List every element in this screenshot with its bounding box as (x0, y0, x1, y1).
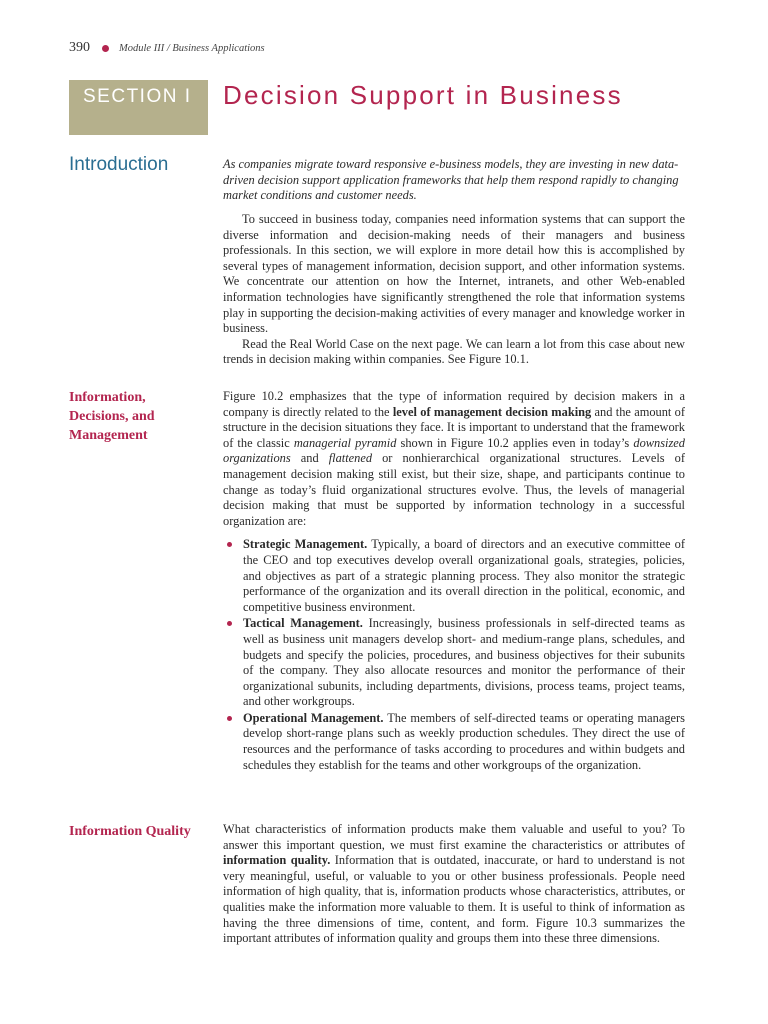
page-number: 390 (69, 40, 90, 55)
text-run: What characteristics of information products make them valuable and useful to you? To answer this important question, we must first examine the characteristics or attributes of (223, 822, 685, 852)
list-item-term: Tactical Management. (243, 616, 363, 631)
list-item (223, 616, 685, 710)
information-quality-paragraph (223, 822, 685, 947)
information-decisions-paragraph (223, 389, 685, 529)
information-quality-heading: Information Quality (69, 824, 191, 839)
section-label: SECTION I (83, 86, 192, 107)
section-box (69, 80, 208, 135)
key-term: information quality. (223, 853, 331, 868)
emphasis-term: flattened (328, 451, 373, 466)
list-item (223, 711, 685, 773)
management-levels-list (223, 537, 685, 773)
information-decisions-body (223, 389, 685, 774)
bullet-icon (227, 621, 232, 626)
heading-line: Decisions, and (69, 409, 155, 424)
section-title: Decision Support in Business (223, 80, 623, 110)
heading-line: Management (69, 428, 148, 443)
intro-lead-paragraph: As companies migrate toward responsive e-business models, they are investing in new data-driven decision support application frameworks that help them respond rapidly to changing market conditions and customer needs. (223, 157, 679, 203)
list-item-term: Strategic Management. (243, 537, 368, 552)
bullet-icon (227, 716, 232, 721)
text-run: shown in Figure 10.2 applies even in today’s (396, 435, 634, 450)
information-decisions-heading (69, 388, 209, 445)
introduction-heading: Introduction (69, 154, 169, 175)
module-label: Module III / Business Applications (119, 42, 265, 54)
list-item-text: The members of self-directed teams or operating managers develop short-range plans such as weekly production schedules. They direct the use of resources and the performance of tasks according to procedures and within budgets and schedules they establish for the teams and other workgroups of the organization. (243, 710, 686, 772)
key-term: level of management decision making (392, 404, 592, 419)
header-bullet-icon (102, 45, 109, 52)
intro-paragraph: To succeed in business today, companies need information systems that can support the diverse information and decision-making needs of their managers and business professionals. In this section, we will explore in more detail how this is accomplished by several types of management information, decision support, and other information systems. We concentrate our attention on how the Internet, intranets, and other Web-enabled information technologies have significantly strengthened the role that information systems play in supporting the decision-making activities of every manager and knowledge worker in business. (223, 212, 685, 336)
list-item-term: Operational Management. (243, 710, 384, 725)
emphasis-term: downsized organizations (223, 435, 686, 466)
list-item-text: Increasingly, business professionals in self-directed teams as well as business unit managers develop short- and medium-range plans, schedules, and budgets and specify the policies, procedures, and business objectives for their subunits of the company. They also allocate resources and monitor the performance of their organizational subunits, including departments, divisions, process teams, project teams, and other workgroups. (243, 616, 685, 709)
intro-body (223, 212, 685, 368)
emphasis-term: managerial pyramid (293, 435, 397, 450)
heading-line: Information, (69, 390, 146, 405)
text-run: and the amount of structure in the decision situations they face. It is important to understand that the framework of the classic (223, 404, 685, 450)
text-run: Figure 10.2 emphasizes that the type of information required by decision makers in a company is directly related to the (223, 389, 685, 419)
text-run: and (290, 451, 329, 466)
list-item (223, 537, 685, 615)
list-item-text: Typically, a board of directors and an executive committee of the CEO and top executives develop overall organizational goals, strategies, policies, and objectives as part of a strategic planning process. They also monitor the strategic performance of the organization and its overall direction in the political, economic, and competitive business environment. (243, 537, 685, 614)
text-run: Information that is outdated, inaccurate, or hard to understand is not very meaningful, useful, or valuable to you or other business professionals. People need information of high quality, that is, information products whose characteristics, attributes, or qualities make the information more valuable to them. It is useful to think of information as having the three dimensions of time, content, and form. Figure 10.3 summarizes the important attributes of information quality and groups them into these three dimensions. (223, 853, 685, 946)
intro-paragraph: Read the Real World Case on the next page. We can learn a lot from this case about new trends in decision making within companies. See Figure 10.1. (223, 336, 685, 367)
information-quality-body (223, 822, 685, 947)
bullet-icon (227, 542, 232, 547)
page-header (69, 38, 265, 58)
text-run: or nonhierarchical organizational structures. Levels of management decision making still exist, but their size, shape, and participants continue to change as today’s fluid organizational structures evolve. Thus, the levels of managerial decision making that must be supported by information technology in a successful organization are: (223, 451, 685, 528)
